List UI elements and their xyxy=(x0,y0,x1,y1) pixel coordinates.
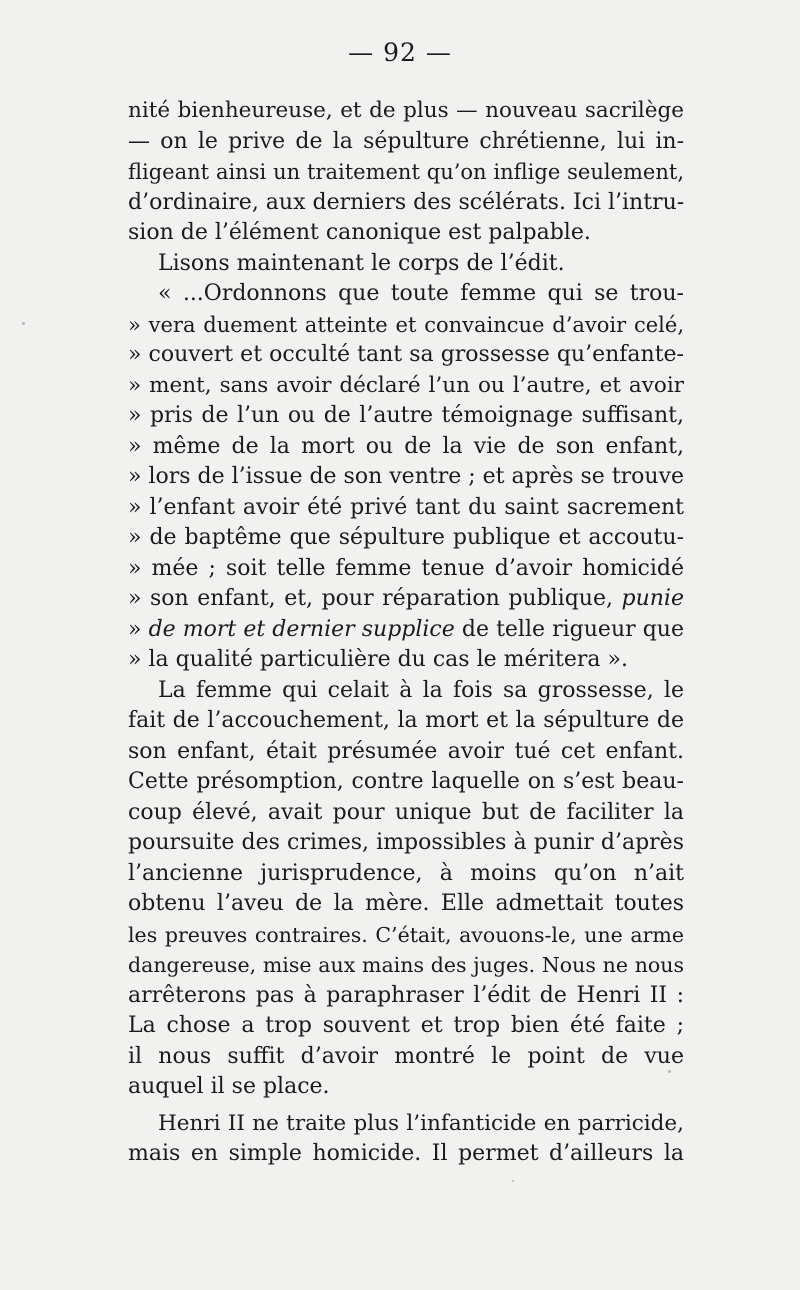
text-line xyxy=(128,523,684,554)
line-text: Henri II ne traite plus l’infanticide en parricide, xyxy=(158,1110,684,1136)
text-line xyxy=(128,188,684,219)
text-line xyxy=(128,96,684,127)
text-line xyxy=(128,828,684,859)
line-text: d’ordinaire, aux derniers des scélérats. Ici l’intru- xyxy=(128,189,685,215)
body-text xyxy=(128,96,684,1170)
text-line xyxy=(128,706,684,737)
text-line xyxy=(128,493,684,524)
line-text: dangereuse, mise aux mains des juges. Nous ne nous xyxy=(128,953,684,977)
line-text: arrêterons pas à paraphraser l’édit de Henri II : xyxy=(128,982,684,1008)
line-text: auquel il se place. xyxy=(128,1074,330,1099)
text-line xyxy=(128,859,684,890)
line-text: obtenu l’aveu de la mère. Elle admettait toutes xyxy=(128,891,684,916)
line-text: Cette présomption, contre laquelle on s’est beau- xyxy=(128,769,684,794)
text-line xyxy=(128,584,684,615)
quote-mark: » xyxy=(128,616,149,642)
page-number: — 92 — xyxy=(348,38,452,67)
line-text: son enfant, était présumée avoir tué cet enfant. xyxy=(128,738,684,764)
line-text: » son enfant, et, pour réparation publique, xyxy=(128,586,622,611)
line-text: l’ancienne jurisprudence, à moins qu’on n’ait xyxy=(128,860,684,886)
line-text: » de baptême que sépulture publique et accoutu- xyxy=(128,525,684,550)
line-text: les preuves contraires. C’était, avouons-le, une arme xyxy=(128,922,684,947)
line-text: poursuite des crimes, impossibles à punir d’après xyxy=(128,830,684,855)
line-text: fait de l’accouchement, la mort et la sépulture de xyxy=(128,708,684,733)
text-line xyxy=(128,401,684,432)
line-text: » l’enfant avoir été privé tant du saint sacrement xyxy=(128,494,684,520)
text-line xyxy=(128,981,684,1012)
line-text: — on le prive de la sépulture chrétienne, lui in- xyxy=(128,128,684,154)
line-text: » vera duement atteinte et convaincue d’avoir celé, xyxy=(128,312,684,337)
text-line xyxy=(128,371,684,402)
italic-text: punie xyxy=(621,586,684,611)
text-line xyxy=(128,645,684,676)
line-text: coup élevé, avait pour unique but de faciliter la xyxy=(128,799,684,825)
text-line xyxy=(128,1042,684,1073)
line-text: « ...Ordonnons que toute femme qui se trou- xyxy=(158,281,684,306)
line-text: fligeant ainsi un traitement qu’on inflige seulement, xyxy=(128,160,684,184)
line-text: » mée ; soit telle femme tenue d’avoir homicidé xyxy=(128,555,684,581)
text-line xyxy=(128,737,684,768)
line-text: » la qualité particulière du cas le méritera ». xyxy=(128,647,628,672)
line-text: » lors de l’issue de son ventre ; et après se trouve xyxy=(128,464,685,489)
text-line xyxy=(128,218,684,249)
text-line xyxy=(128,279,684,310)
line-text: Lisons maintenant le corps de l’édit. xyxy=(158,250,565,276)
line-text: » ment, sans avoir déclaré l’un ou l’autre, et avoir xyxy=(128,372,684,398)
text-line xyxy=(128,798,684,829)
line-text: nité bienheureuse, et de plus — nouveau sacrilège xyxy=(128,98,684,123)
text-line xyxy=(128,127,684,158)
text-line xyxy=(128,554,684,585)
text-line xyxy=(128,1072,684,1103)
paper-speck xyxy=(22,322,25,325)
text-line xyxy=(128,767,684,798)
line-text: de telle rigueur que xyxy=(454,616,684,642)
line-text: sion de l’élément canonique est palpable. xyxy=(128,220,591,245)
text-line xyxy=(128,676,684,707)
italic-text: de mort et dernier supplice xyxy=(148,616,455,642)
text-line xyxy=(128,889,684,920)
line-text: » pris de l’un ou de l’autre témoignage suffisant, xyxy=(128,403,684,428)
text-line xyxy=(128,950,684,981)
text-line xyxy=(128,249,684,280)
text-line xyxy=(128,310,684,341)
paper-speck xyxy=(668,1070,671,1073)
text-line xyxy=(128,920,684,951)
text-line xyxy=(128,157,684,188)
paper-speck xyxy=(512,1180,514,1182)
text-line xyxy=(128,1011,684,1042)
text-line xyxy=(128,1109,684,1140)
line-text: La chose a trop souvent et trop bien été faite ; xyxy=(128,1013,684,1038)
line-text: il nous suffit d’avoir montré le point de vue xyxy=(128,1043,684,1069)
line-text: » même de la mort ou de la vie de son enfant, xyxy=(128,433,684,459)
text-line xyxy=(128,1139,684,1170)
line-text: La femme qui celait à la fois sa grossesse, le xyxy=(158,677,684,703)
line-text: mais en simple homicide. Il permet d’ailleurs la xyxy=(128,1141,684,1166)
text-line xyxy=(128,432,684,463)
line-text: » couvert et occulté tant sa grossesse qu’enfante- xyxy=(128,342,684,367)
text-line xyxy=(128,340,684,371)
text-line xyxy=(128,615,684,646)
text-line xyxy=(128,462,684,493)
